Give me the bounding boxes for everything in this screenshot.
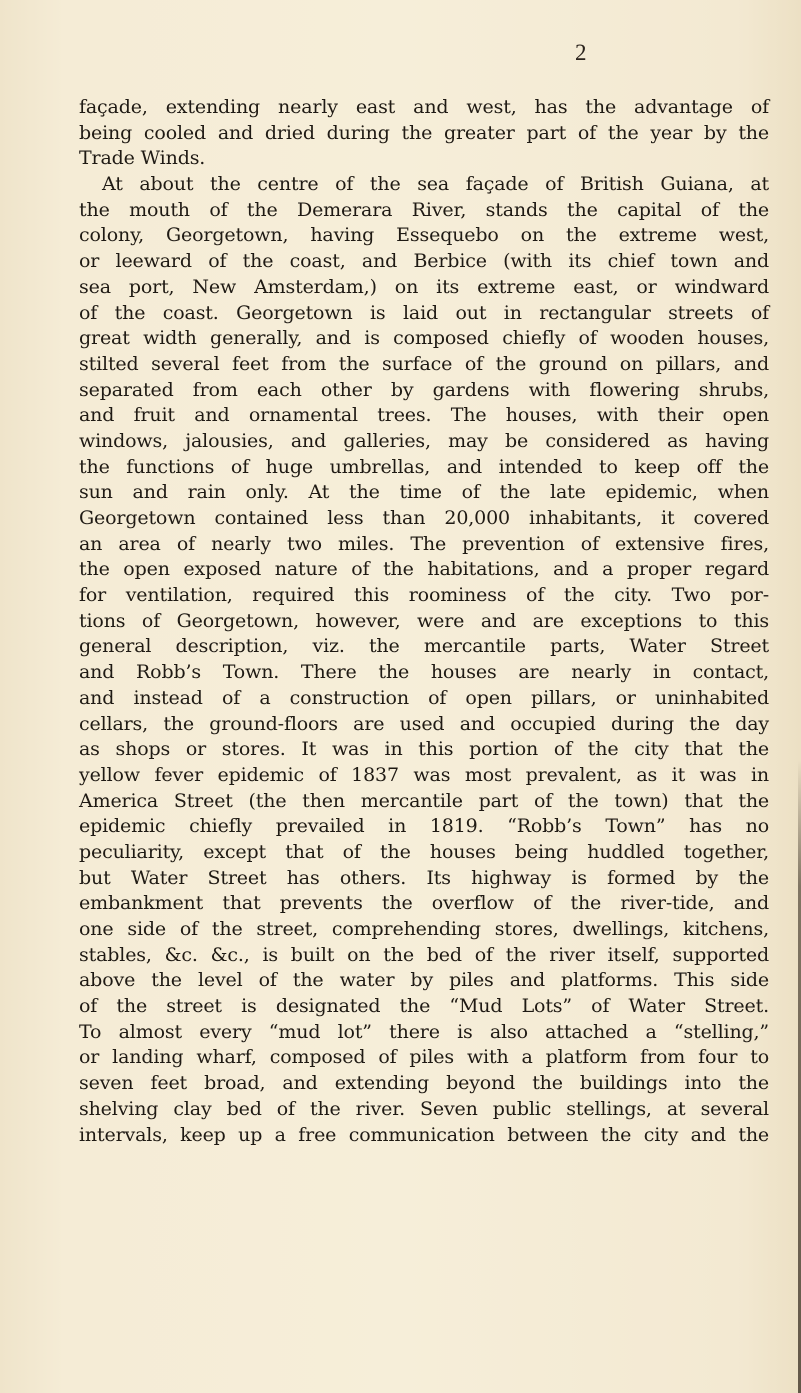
- text-line: above the level of the water by piles and platforms. This side: [79, 969, 769, 992]
- text-line: cellars, the ground-floors are used and occupied during the day: [79, 712, 769, 735]
- text-line: separated from each other by gardens with flowering shrubs,: [79, 378, 769, 401]
- text-line: sea port, New Amsterdam,) on its extreme east, or windward: [79, 275, 769, 298]
- page-number: 2: [575, 40, 587, 65]
- text-line: for ventilation, required this roominess of the city. Two por-: [79, 584, 769, 607]
- text-line: and Robb’s Town. There the houses are nearly in contact,: [79, 661, 769, 684]
- text-line: of the coast. Georgetown is laid out in rectangular streets of: [79, 301, 769, 324]
- text-line: Trade Winds.: [79, 147, 206, 170]
- text-line: stables, &c. &c., is built on the bed of the river itself, supported: [79, 943, 769, 966]
- body-text: [79, 95, 769, 1148]
- text-line: stilted several feet from the surface of the ground on pillars, and: [79, 352, 769, 375]
- text-line: To almost every “mud lot” there is also attached a “stelling,”: [79, 1020, 769, 1043]
- text-line: embankment that prevents the overflow of the river-tide, and: [79, 892, 769, 915]
- text-line: one side of the street, comprehending stores, dwellings, kitchens,: [79, 918, 769, 940]
- text-line: as shops or stores. It was in this portion of the city that the: [79, 738, 769, 761]
- text-line: the functions of huge umbrellas, and intended to keep off the: [79, 455, 769, 478]
- text-line: an area of nearly two miles. The prevention of extensive fires,: [79, 532, 769, 555]
- text-line: At about the centre of the sea façade of British Guiana, at: [102, 173, 769, 196]
- text-line: colony, Georgetown, having Essequebo on the extreme west,: [79, 224, 769, 247]
- text-line: America Street (the then mercantile part of the town) that the: [79, 789, 769, 812]
- text-line: of the street is designated the “Mud Lots” of Water Street.: [79, 995, 769, 1018]
- text-line: epidemic chiefly prevailed in 1819. “Robb’s Town” has no: [79, 815, 769, 838]
- text-line: or leeward of the coast, and Berbice (with its chief town and: [79, 250, 769, 273]
- text-line: seven feet broad, and extending beyond the buildings into the: [79, 1072, 769, 1095]
- text-line: windows, jalousies, and galleries, may be considered as having: [79, 429, 769, 452]
- text-line: or landing wharf, composed of piles with a platform from four to: [79, 1046, 769, 1069]
- text-line: façade, extending nearly east and west, has the advantage of: [79, 96, 769, 118]
- text-line: being cooled and dried during the greater part of the year by the: [79, 121, 769, 144]
- text-line: Georgetown contained less than 20,000 inhabitants, it covered: [79, 507, 769, 529]
- text-line: but Water Street has others. Its highway is formed by the: [79, 866, 769, 889]
- text-line: intervals, keep up a free communication between the city and the: [79, 1123, 769, 1146]
- text-line: and fruit and ornamental trees. The houses, with their open: [79, 404, 769, 427]
- text-line: great width generally, and is composed chiefly of wooden houses,: [79, 327, 769, 350]
- text-line: peculiarity, except that of the houses being huddled together,: [79, 840, 769, 863]
- text-line: yellow fever epidemic of 1837 was most prevalent, as it was in: [79, 763, 769, 786]
- text-line: the mouth of the Demerara River, stands the capital of the: [79, 198, 769, 221]
- text-line: tions of Georgetown, however, were and are exceptions to this: [79, 609, 769, 632]
- text-line: the open exposed nature of the habitations, and a proper regard: [79, 558, 769, 581]
- text-line: and instead of a construction of open pillars, or uninhabited: [79, 686, 769, 709]
- text-line: shelving clay bed of the river. Seven public stellings, at several: [79, 1097, 769, 1120]
- text-line: general description, viz. the mercantile parts, Water Street: [79, 635, 769, 658]
- text-line: sun and rain only. At the time of the late epidemic, when: [79, 481, 769, 504]
